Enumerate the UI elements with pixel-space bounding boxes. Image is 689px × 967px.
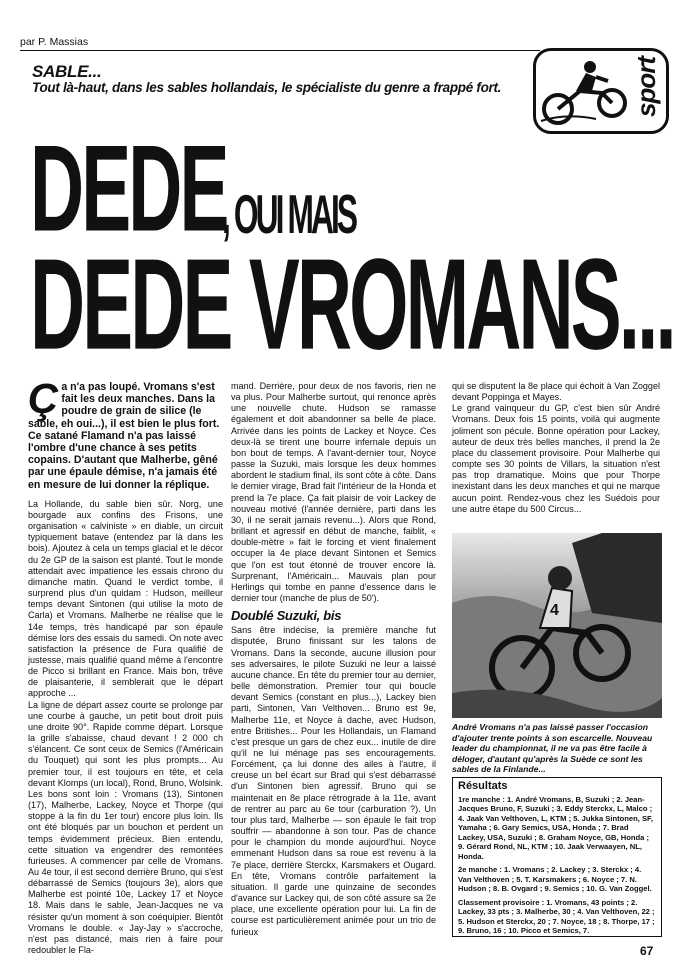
body-paragraph: qui se disputent la 8e place qui échoit à Van Zoggel devant Poppinga et Mayes. xyxy=(452,381,660,403)
body-paragraph: Sans être indécise, la première manche fut disputée, Bruno finissant sur les talons de Vromans. Dans la seconde, aucune illusion pour ses adversaires, le pilote Suzuki ne leur a laissé aucune chance. En tête du premier tour au dernier, belle démonstration. Premier tour qui boucle devant Semics (constant en plus...), Lackey bien parti, Sintonen, Van Velthoven... Bruno est 9e, Malherbe 11e, et Noyce à dache, avec Hudson, entre Britishes... Pour les Hollandais, un Flamand c'est presque un gars de chez eux... inutile de dire qu'il ne lui ménage pas ses encouragements. Forcément, ça lui donne des ailes à l'autre, il creuse un bel écart sur Brad qui s'est débarrassé d'un Sintonen bien agressif. Bruno qui se maintenait en 8e place rétrograde à la 11e, avant de rentrer au parc au 6e tour (carburation ?). Un tour plus tard, Malherbe — son épaule le fait trop souffrir — abandonne à son tour. Pas de chance pour le champion du monde aujourd'hui. Noyce emmenant Hudson dans sa roue est revenu à la 7e place, derrière Sterckx, Karsmakers et Ougard. En tête, Vromans contrôle parfaitement la situation. Il garde une quinzaine de secondes d'avance sur Lackey qui, de son côté assure sa 2e place, une excellente opération pour lui. La fin de course est particulièrement animée pour un trio de furieux xyxy=(231,625,436,937)
headline-line-1: DEDE xyxy=(30,120,227,258)
svg-text:4: 4 xyxy=(550,602,559,619)
photo-caption: André Vromans n'a pas laissé passer l'occasion d'ajouter trente points à son escarcelle. Nouveau leader du championnat, il ne va pas être facile à déloger, d'autant qu'après la Suède ce sont les sables de la Finlande... xyxy=(452,722,653,774)
page-number: 67 xyxy=(640,944,654,958)
subheading: Doublé Suzuki, bis xyxy=(231,608,342,624)
article-column-3 xyxy=(452,381,660,515)
byline-rule xyxy=(20,50,540,51)
results-title: Résultats xyxy=(458,780,508,792)
motocross-race-photo xyxy=(452,533,662,718)
results-race-1: 1re manche : 1. André Vromans, B, Suzuki ; 2. Jean-Jacques Bruno, F, Suzuki ; 3. Eddy Sterckx, L, Malco ; 4. Jaak Van Velthoven, L, KTM ; 5. Jukka Sintonen, SF, Yamaha ; 6. Gary Semics, USA, Honda ; 7. Brad Lackey, USA, Suzuki ; 8. Graham Noyce, GB, Honda ; 9. Gérard Rond, NL, KTM ; 10. Jaak Verwaayen, NL, Honda. xyxy=(458,794,653,861)
body-paragraph: mand. Derrière, pour deux de nos favoris, rien ne va plus. Pour Malherbe surtout, qui renonce après une nouvelle chute. Hudson se ramasse également et doit abandonner sa belle 4e place. Arrivée dans les points de Lackey et Noyce. Ces deux-là se tirent une bourre infernale depuis un bon bout de temps. A l'avant-dernier tour, Noyce passe la Suzuki, mais lorsque les deux hommes abordent le stadium final, ils sont côte à côte. Dans le dernier virage, Brad fait l'intérieur de la Honda et prend la 7e place. Ça fait plaisir de voir Lackey de nouveau motivé (l'année dernière, parti dans les 30, il ne serait jamais revenu...). Alors que Rond, brillant et agressif en début de manche, faiblit, « double-mètre » fait le forcing et vient finalement occuper la 4e place devant Sintonen et Semics que l'on est tout étonné de trouver encore là. Surprenant, l'Américain... Mauvais plan pour Herlings qui tombe en panne d'essence dans le dernier tour (manche de plus de 50'). xyxy=(231,381,436,603)
byline: par P. Massias xyxy=(20,36,89,48)
headline-line-3: DEDE VROMANS... xyxy=(30,232,674,377)
motocross-rider-icon xyxy=(536,51,636,131)
body-paragraph: La ligne de départ assez courte se prolonge par une courbe à gauche, un petit bout droit puis une droite 90°. Rapide comme départ. Lorsque la grille s'abaisse, chaud devant ! 2 000 ch s'élancent. Ce sont ceux de Semics (l'Américain du Touquet) qui sont les plus prompts... Au premier tour, il est toujours en tête, et cela devant Klomps (un local), Rond, Bruno, Wolsink. Les bons sont loin : Vromans (13), Sintonen (17), Malherbe, Lackey, Noyce et Thorpe (qui stoppe à la fin du 1er tour) encore plus loin. Ils ont été bloqués par un bouchon et perdent un temps évidemment précieux. Bien entendu, cette situation va engendrer des remontées furieuses. A commencer par celle de Vromans. Au 4e tour, il est second derrière Bruno, qui s'est débarrassé de Semics (toujours 3e), alors que Malherbe est pointé 10e, Lackey 17 et Noyce 18. Mais dans le sable, Jean-Jacques ne va résister qu'un moment à son coéquipier. Bientôt Vromans le double. « Jay-Jay » s'accroche, n'est pas distancé, mais rien à faire pour redoubler le Fla- xyxy=(28,699,223,956)
body-paragraph: Le grand vainqueur du GP, c'est bien sûr André Vromans. Deux fois 15 points, voilà qui augmente joliment son pécule. Bonne opération pour Lackey, auteur de deux très belles manches, il prend la 2e place du classement provisoire. Pour Malherbe qui compte ses 30 points de Villars, la situation n'est pas trop dramatique. Moins que pour Thorpe inexistant dans les deux manches et qui ne marque aucun point. Rendez-vous chez les Suédois pour une autre étape du 500 Circus... xyxy=(452,403,660,514)
results-race-2: 2e manche : 1. Vromans ; 2. Lackey ; 3. Sterckx ; 4. Van Velthoven ; 5. T. Karsmakers ; 6. Noyce ; 7. N. Hudson ; 8. B. Ovgard ; 9. Semics ; 10. G. Van Zoggel. xyxy=(458,865,652,893)
headline-line-2: , OUI MAIS xyxy=(222,184,356,246)
section-kicker: SABLE... xyxy=(32,62,102,81)
article-column-2 xyxy=(231,381,436,938)
results-box xyxy=(452,777,662,937)
sport-badge xyxy=(533,48,669,134)
body-paragraph: La Hollande, du sable bien sûr. Norg, une bourgade aux confins des Frisons, une organisation « calviniste » en diable, un circuit typiquement batave (entendez par là dans les bois). Ajoutez à cela un temps glacial et le décor du 2e GP de la saison est planté. Tout le monde attendait avec impatience les essais chrono du dimanche matin. Quand le verdict tombe, il surprend plus d'un quidam : Hudson, meilleur temps devant Sintonen (qui utilise la moto de Carla) et Vromans. Malherbe ne réalise que le 14e temps, très handicapé par son épaule démise lors des essais du samedi. On note avec satisfaction la présence de Fura qualifié de justesse, mais qualifié quand même à l'encontre de Picco si brillant en France. Mais bon, trêve de plaisanterie, il semblerait que le départ approche ... xyxy=(28,498,223,699)
standfirst: Tout là-haut, dans les sables hollandais, le spécialiste du genre a frappé fort. xyxy=(32,80,502,95)
drop-cap: Ç xyxy=(28,375,59,422)
lead-paragraph: Ça n'a pas loupé. Vromans s'est fait les deux manches. Dans la poudre de grain de silice (le sable, eh oui...), il est bien le plus fort. Ce satané Flamand n'a pas laissé l'ombre d'une chance à ses petits copains. D'autant que Malherbe, gêné par une épaule démise, n'a jamais été en mesure de lui donner la réplique. xyxy=(28,375,220,491)
results-standings: Classement provisoire : 1. Vromans, 43 points ; 2. Lackey, 33 pts ; 3. Malherbe, 30 ; 4. Van Velthoven, 22 ; 5. Hudson et Sterckx, 20 ; 7. Noyce, 18 ; 8. Thorpe, 17 ; 9. Bruno, 16 ; 10. Picco et Semics, 7. xyxy=(458,897,655,935)
article-column-1 xyxy=(28,375,223,956)
race-photo xyxy=(452,533,662,718)
sport-label: sport xyxy=(631,57,661,117)
